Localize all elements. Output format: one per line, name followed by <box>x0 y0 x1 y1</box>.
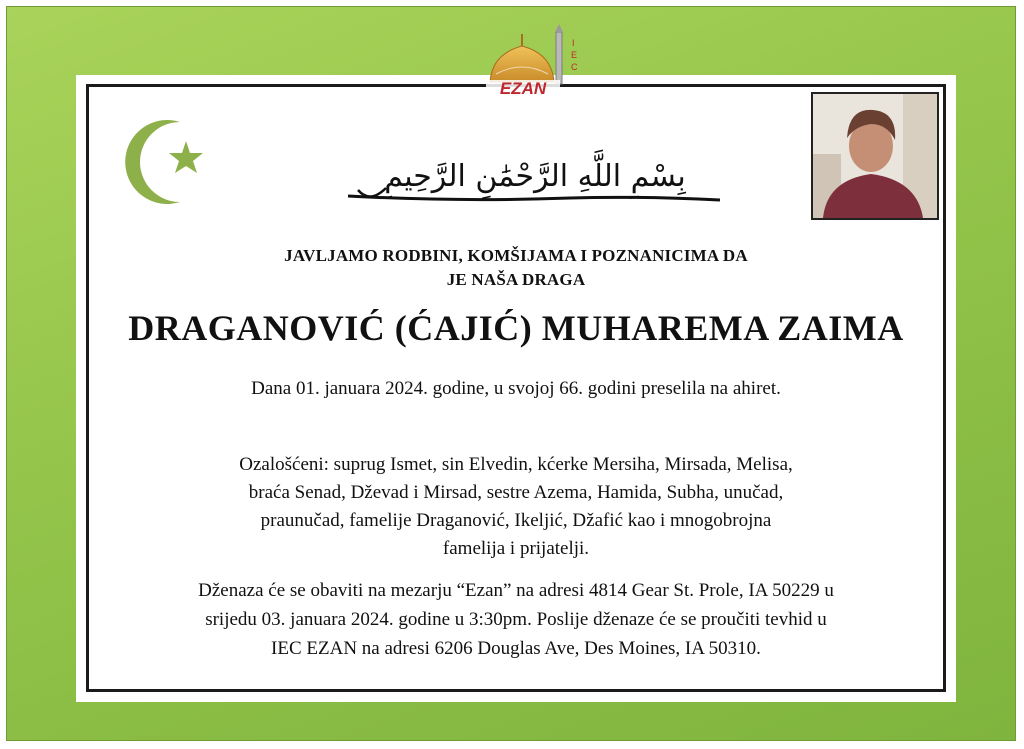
funeral-line-2: srijedu 03. januara 2024. godine u 3:30pm. Poslije dženaze će se proučiti tevhid u <box>205 609 827 630</box>
svg-text:I: I <box>572 38 575 48</box>
intro-line-2: JE NAŠA DRAGA <box>446 270 586 289</box>
date-line: Dana 01. januara 2024. godine, u svojoj 66. godini preselila na ahiret. <box>251 378 781 399</box>
logo-text: EZAN <box>499 79 547 98</box>
crescent-star-icon <box>118 112 218 212</box>
mourners-line-4: famelija i prijatelji. <box>442 538 590 559</box>
mourners-line-1: Ozalošćeni: suprug Ismet, sin Elvedin, kćerke Mersiha, Mirsada, Melisa, <box>239 454 793 475</box>
svg-text:E: E <box>571 50 578 60</box>
svg-text:C: C <box>571 62 578 72</box>
bismillah-text: بِسْمِ اللَّهِ الرَّحْمَٰنِ الرَّحِيمِ <box>384 159 686 194</box>
funeral-line-1: Dženaza će se obaviti na mezarju “Ezan” na adresi 4814 Gear St. Prole, IA 50229 u <box>198 580 834 601</box>
mourners-line-3: praunučad, famelije Draganović, Ikeljić, Džafić kao i mnogobrojna <box>260 510 772 531</box>
intro-line-1: JAVLJAMO RODBINI, KOMŠIJAMA I POZNANICIMA DA <box>284 246 748 265</box>
portrait-photo <box>811 92 939 220</box>
mosque-dome-logo <box>476 24 586 100</box>
funeral-line-3: IEC EZAN na adresi 6206 Douglas Ave, Des Moines, IA 50310. <box>271 638 761 659</box>
bismillah-calligraphy <box>340 138 730 218</box>
mourners-line-2: braća Senad, Dževad i Mirsad, sestre Azema, Hamida, Subha, unučad, <box>248 482 784 503</box>
deceased-name: DRAGANOVIĆ (ĆAJIĆ) MUHAREMA ZAIMA <box>128 308 904 348</box>
